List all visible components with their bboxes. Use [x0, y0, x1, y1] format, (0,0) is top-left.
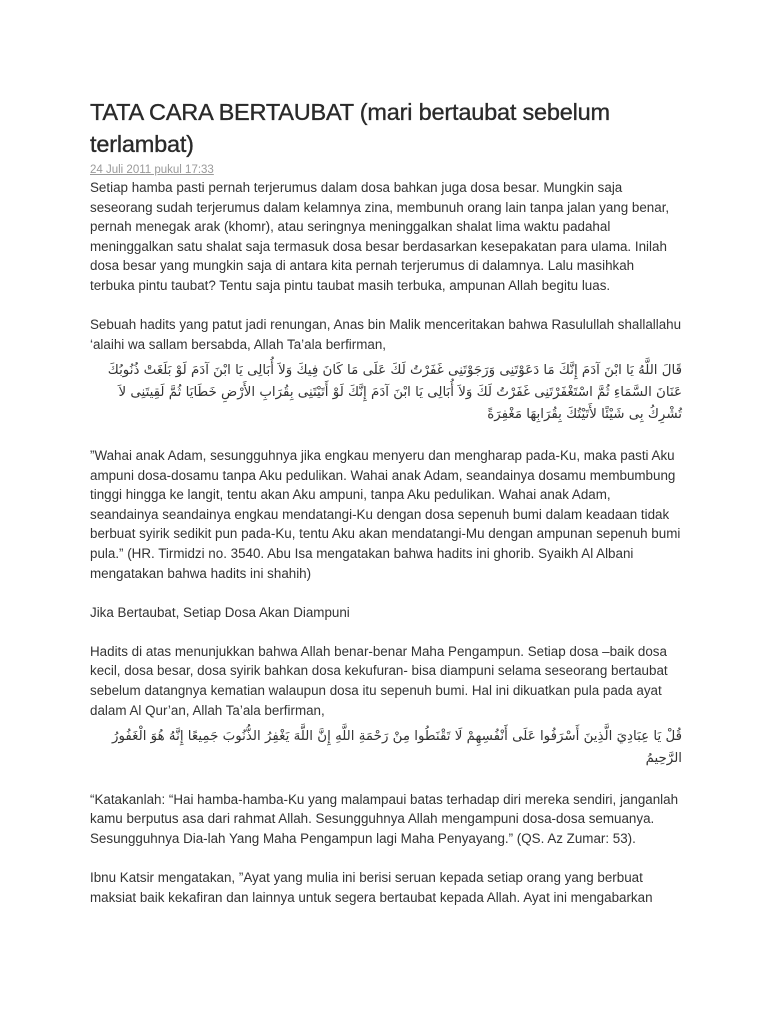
paragraph-spacer [90, 770, 682, 790]
article-title: TATA CARA BERTAUBAT (mari bertaubat sebelum terlambat) [90, 99, 610, 157]
paragraph-spacer [90, 583, 682, 603]
paragraph-explanation: Hadits di atas menunjukkan bahwa Allah benar-benar Maha Pengampun. Setiap dosa –baik dosa kecil, dosa besar, dosa syirik bahkan dosa kekufuran- bisa diampuni selama seseorang bertaubat sebelum datangnya kematian walaupun dosa itu sepenuh bumi. Hal ini dikuatkan pula pada ayat dalam Al Qur’an, Allah Ta’ala berfirman, [90, 643, 668, 718]
paragraph-ibnu-katsir: Ibnu Katsir mengatakan, ”Ayat yang mulia ini berisi seruan kepada setiap orang yang berbuat maksiat baik kekafiran dan lainnya untuk segera bertaubat kepada Allah. Ayat ini mengabarkan [90, 870, 653, 905]
paragraph-hadith-translation: ”Wahai anak Adam, sesungguhnya jika engkau menyeru dan mengharap pada-Ku, maka pasti Aku ampuni dosa-dosamu tanpa Aku pedulikan. Wahai anak Adam, seandainya dosamu membumbung tinggi hingga ke langit, tentu akan Aku ampuni, tanpa Aku pedulikan. Wahai anak Adam, seandainya seandainya engkau mendatangi-Ku dengan dosa sepenuh bumi dalam keadaan tidak berbuat syirik sedikit pun pada-Ku, tentu Aku akan mendatangi-Mu dengan ampunan sepenuh bumi pula.” (HR. Tirmidzi no. 3540. Abu Isa mengatakan bahwa hadits ini ghorib. Syaikh Al Albani mengatakan bahwa hadits ini shahih) [90, 447, 681, 581]
section-heading: Jika Bertaubat, Setiap Dosa Akan Diampuni [90, 604, 350, 620]
paragraph-spacer [90, 849, 682, 869]
paragraph-intro: Setiap hamba pasti pernah terjerumus dalam dosa bahkan juga dosa besar. Mungkin saja seseorang sudah terjerumus dalam kelamnya zina, membunuh orang lain tanpa jalan yang benar, pernah menegak arak (khomr), atau seringnya meninggalkan shalat lima waktu padahal meninggalkan satu shalat saja termasuk dosa besar berdasarkan kesepakatan para ulama. Inilah dosa besar yang mungkin saja di antara kita pernah terjerumus di dalamnya. Lalu masihkah terbuka pintu taubat? Tentu saja pintu taubat masih terbuka, ampunan Allah begitu luas. [90, 180, 670, 293]
paragraph-spacer [90, 426, 682, 446]
arabic-hadith-text: قَالَ اللَّهُ يَا ابْنَ آدَمَ إِنَّكَ مَا دَعَوْتَنِى وَرَجَوْتَنِى غَفَرْتُ لَكَ عَلَى مَا كَانَ فِيكَ وَلاَ أُبَالِى يَا ابْنَ آدَمَ لَوْ بَلَغَتْ ذُنُوبُكَ عَنَانَ السَّمَاءِ ثُمَّ اسْتَغْفَرْتَنِى غَفَرْتُ لَكَ وَلاَ أُبَالِى يَا ابْنَ آدَمَ إِنَّكَ لَوْ أَتَيْتَنِى بِقُرَابِ الأَرْضِ خَطَايَا ثُمَّ لَقِيتَنِى لاَ تُشْرِكُ بِى شَيْئًا لأَتَيْتُكَ بِقُرَابِهَا مَغْفِرَةً [107, 363, 682, 423]
article [90, 96, 682, 907]
paragraph-verse-translation: “Katakanlah: “Hai hamba-hamba-Ku yang malampaui batas terhadap diri mereka sendiri, janganlah kamu berputus asa dari rahmat Allah. Sesungguhnya Allah mengampuni dosa-dosa semuanya. Sesungguhnya Dia-lah Yang Maha Pengampun lagi Maha Penyayang.” (QS. Az Zumar: 53). [90, 791, 679, 847]
post-date-link[interactable]: 24 Juli 2011 pukul 17:33 [90, 164, 214, 176]
paragraph-spacer [90, 622, 682, 642]
arabic-verse-text: قُلْ يَا عِبَادِيَ الَّذِينَ أَسْرَفُوا عَلَى أَنْفُسِهِمْ لَا تَقْنَطُوا مِنْ رَحْمَةِ اللَّهِ إِنَّ اللَّهَ يَغْفِرُ الذُّنُوبَ جَمِيعًا إِنَّهُ هُوَ الْغَفُورُ الرَّحِيمُ [112, 729, 682, 767]
paragraph-spacer [90, 296, 682, 316]
paragraph-hadith-intro: Sebuah hadits yang patut jadi renungan, Anas bin Malik menceritakan bahwa Rasulullah shallallahu ‘alaihi wa sallam bersabda, Allah Ta’ala berfirman, [90, 317, 682, 352]
